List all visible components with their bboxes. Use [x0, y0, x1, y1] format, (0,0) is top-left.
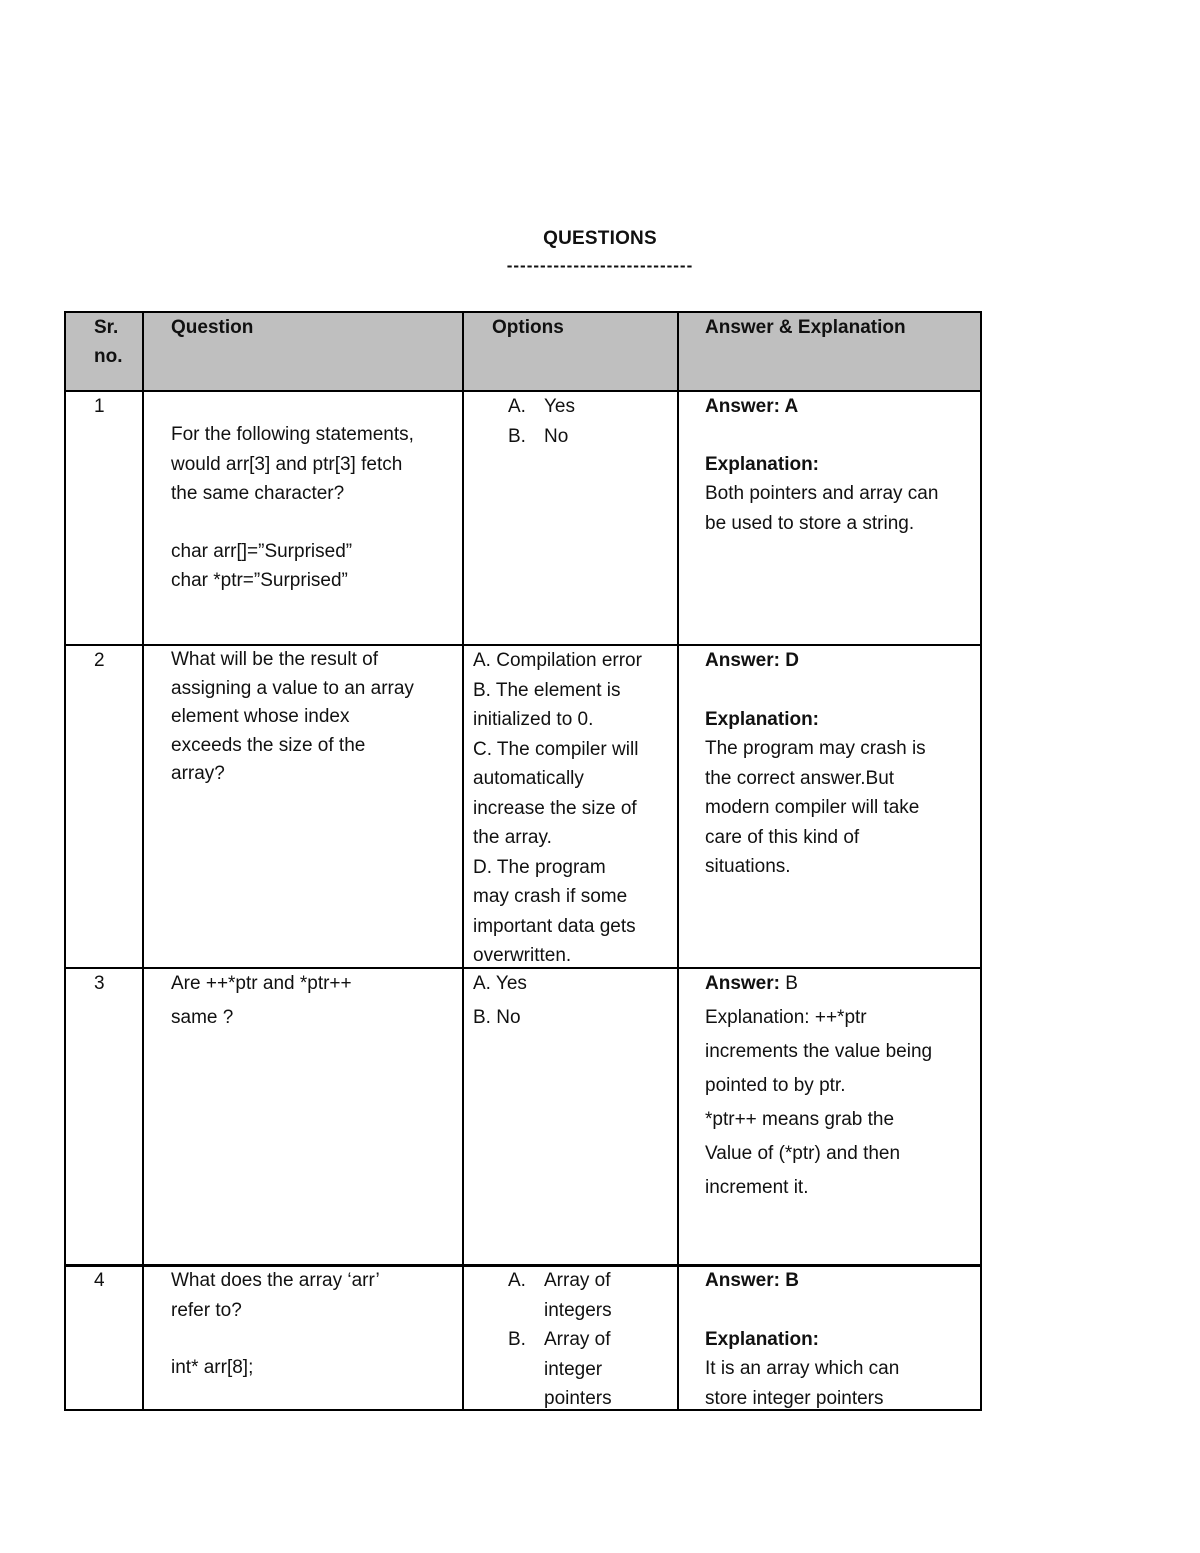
row-number: 2 — [94, 650, 105, 671]
options-list — [474, 392, 674, 451]
column-divider — [462, 313, 464, 1409]
options-list: A. Yes B. No — [473, 973, 527, 1028]
option-item: A. Array of integers — [508, 1270, 612, 1321]
page-title: QUESTIONS — [543, 228, 657, 249]
explanation-label: Explanation: — [705, 1328, 820, 1350]
explanation-label: Explanation: — [705, 708, 820, 730]
answer-label: Answer: B — [705, 1270, 799, 1291]
explanation-label: Explanation: — [705, 453, 820, 475]
questions-table — [64, 311, 982, 1411]
option-item: B. Array of integer pointers — [508, 1329, 612, 1409]
title-underline: ---------------------------- — [506, 256, 694, 275]
answer-label: Answer: A — [705, 396, 799, 417]
header-answer: Answer & Explanation — [705, 317, 906, 338]
row-number: 1 — [94, 396, 105, 417]
options-list: A. Compilation error B. The element is initialized to 0. C. The compiler will automatically increase the size of the array. D. The program may crash if some important data gets overwritten. — [473, 650, 642, 966]
answer-label: Answer: — [705, 973, 780, 994]
question-text: What does the array ‘arr’ refer to? int* arr[8]; — [171, 1270, 380, 1378]
options-list — [474, 1266, 674, 1414]
question-text: Are ++*ptr and *ptr++ same ? — [171, 973, 352, 1028]
answer-explanation: Answer: B Explanation: ++*ptr increments the value being pointed to by ptr. *ptr++ means grab the Value of (*ptr) and then increment it. — [705, 973, 933, 1198]
answer-explanation: Answer: D Explanation: The program may crash is the correct answer.But modern compiler will take care of this kind of situations. — [705, 646, 926, 882]
column-divider — [142, 313, 144, 1409]
row-number: 4 — [94, 1270, 105, 1291]
question-text: For the following statements, would arr[3] and ptr[3] fetch the same character? char arr[]=”Surprised” char *ptr=”Surprised” — [171, 424, 414, 591]
question-text: What will be the result of assigning a value to an array element whose index exceeds the size of the array? — [171, 649, 414, 784]
column-divider — [677, 313, 679, 1409]
header-options: Options — [492, 317, 564, 338]
answer-explanation: Answer: B Explanation: It is an array which can store integer pointers — [705, 1266, 899, 1413]
answer-explanation: Answer: A Explanation: Both pointers and array can be used to store a string. — [705, 392, 938, 538]
header-srno: Sr. no. — [94, 317, 123, 367]
header-question: Question — [171, 317, 254, 338]
answer-label: Answer: D — [705, 650, 799, 671]
answer-value: B — [779, 973, 798, 994]
option-item: A. Yes — [508, 396, 575, 417]
row-number: 3 — [94, 973, 105, 994]
option-item: B. No — [508, 425, 569, 447]
